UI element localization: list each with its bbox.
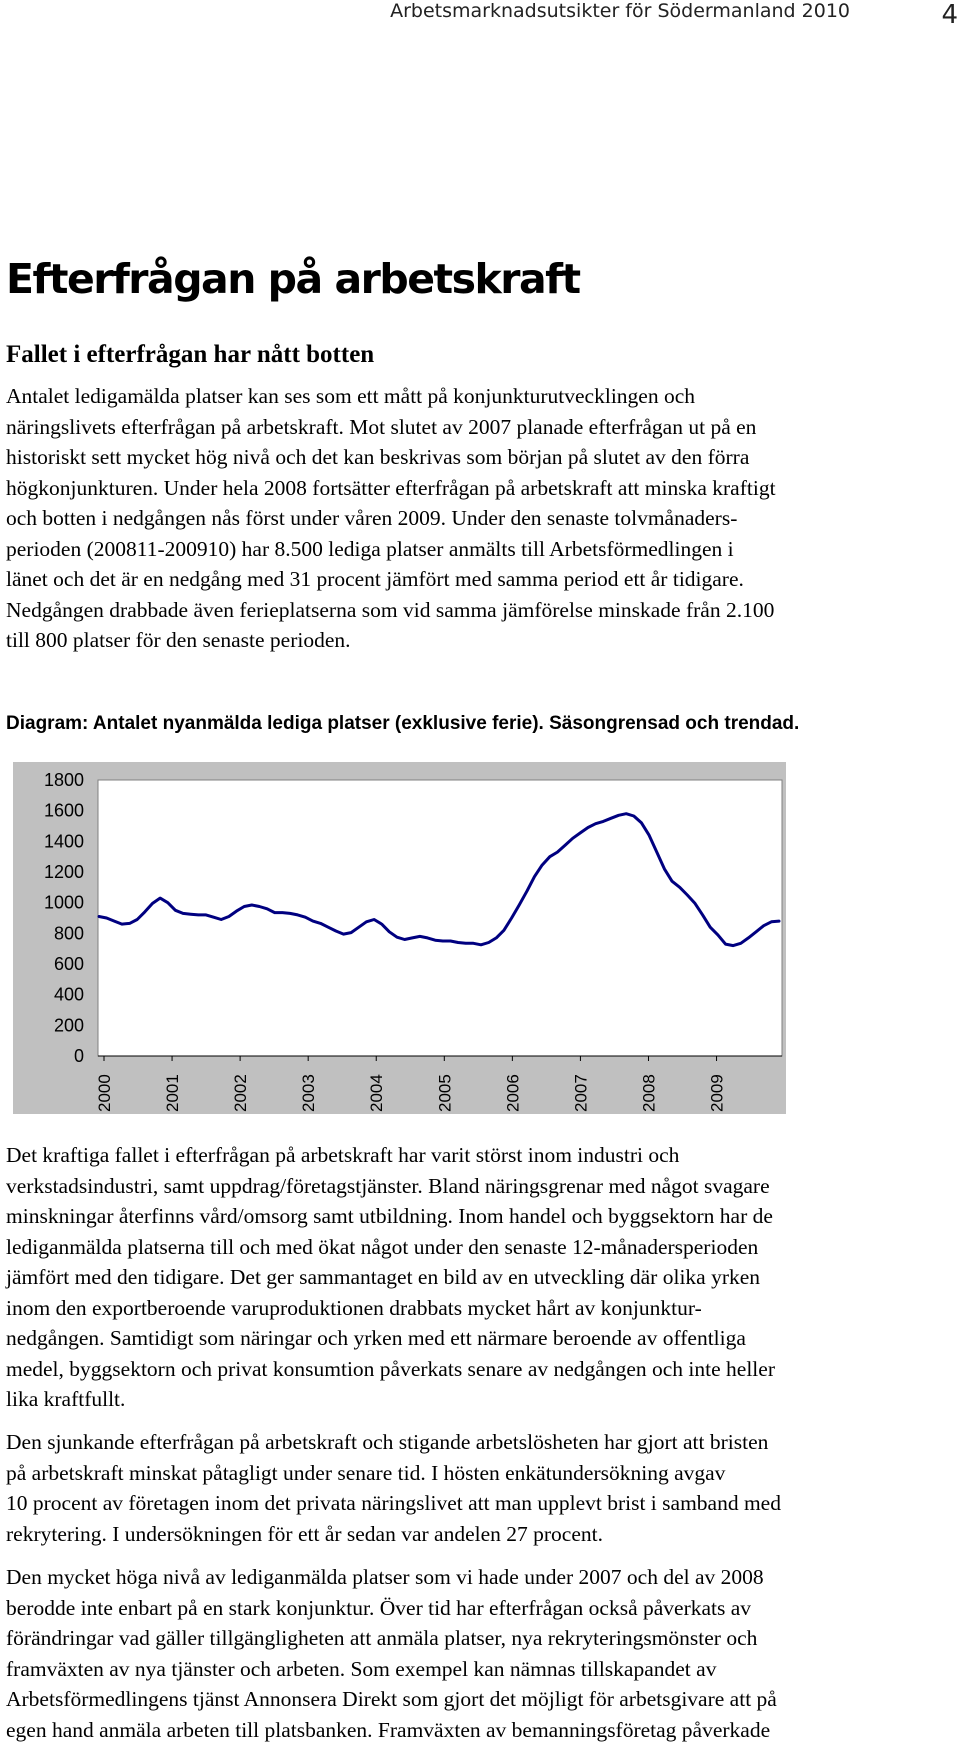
text-line: på arbetskraft minskat påtagligt under senare tid. I hösten enkätundersökning avgav <box>6 1460 726 1485</box>
y-tick-label: 400 <box>53 984 84 1005</box>
text-line: Den mycket höga nivå av lediganmälda platser som vi hade under 2007 och del av 2008 <box>6 1565 764 1589</box>
x-tick-label: 2009 <box>707 1074 727 1112</box>
text-line: verkstadsindustri, samt uppdrag/företagstjänster. Bland näringsgrenar med något svagare <box>6 1173 770 1198</box>
x-tick-label: 2001 <box>163 1074 183 1112</box>
paragraph-intro <box>6 381 956 656</box>
text-line: Nedgången drabbade även ferieplatserna som vid samma jämförelse minskade från 2.100 <box>6 597 775 622</box>
y-tick-label: 200 <box>53 1015 84 1036</box>
plot-area <box>98 780 782 1056</box>
text-line: nedgången. Samtidigt som näringar och yrken med ett närmare beroende av offentliga <box>6 1326 746 1350</box>
x-tick-label: 2005 <box>435 1074 455 1112</box>
section-heading: Efterfrågan på arbetskraft <box>6 255 580 303</box>
subsection-heading: Fallet i efterfrågan har nått botten <box>6 341 375 368</box>
text-line: lediganmälda platserna till och med ökat något under den senaste 12-månadersperioden <box>6 1234 759 1259</box>
y-tick-label: 1800 <box>43 770 84 790</box>
y-tick-label: 800 <box>53 923 84 944</box>
text-line: Antalet ledigamälda platser kan ses som ett mått på konjunkturutvecklingen och <box>6 384 696 408</box>
y-tick-label: 600 <box>53 954 84 974</box>
x-tick-label: 2004 <box>367 1074 387 1112</box>
y-tick-label: 1200 <box>43 862 84 882</box>
y-tick-label: 1600 <box>43 800 84 821</box>
y-tick-label: 1000 <box>43 892 84 913</box>
text-line: 10 procent av företagen inom det privata näringslivet att man upplevt brist i samband med <box>6 1491 781 1515</box>
x-tick-label: 2007 <box>571 1074 591 1112</box>
x-tick-label: 2003 <box>299 1074 319 1112</box>
text-line: historiskt sett mycket hög nivå och det kan beskrivas som början på slutet av den förra <box>6 445 750 469</box>
text-line: näringslivets efterfrågan på arbetskraft. Mot slutet av 2007 planade efterfrågan ut på en <box>6 414 757 439</box>
x-tick-label: 2002 <box>231 1074 251 1112</box>
paragraph-sectors <box>6 1140 956 1415</box>
text-line: perioden (200811-200910) har 8.500 lediga platser anmälts till Arbetsförmedlingen i <box>6 536 734 561</box>
text-line: till 800 platser för den senaste perioden. <box>6 628 351 652</box>
text-line: förändringar vad gäller tillgängligheten att anmäla platser, nya rekryteringsmönster och <box>6 1626 758 1650</box>
running-header: Arbetsmarknadsutsikter för Södermanland 2010 <box>390 0 850 22</box>
text-line: lika kraftfullt. <box>6 1387 126 1411</box>
text-line: länet och det är en nedgång med 31 procent jämfört med samma period ett år tidigare. <box>6 567 744 591</box>
x-tick-label: 2006 <box>503 1074 523 1112</box>
text-line: medel, byggsektorn och privat konsumtion påverkats senare av nedgången och inte heller <box>6 1356 775 1381</box>
text-line: Det kraftiga fallet i efterfrågan på arbetskraft har varit störst inom industri och <box>6 1143 680 1167</box>
text-line: egen hand anmäla arbeten till platsbanken. Framväxten av bemanningsföretag påverkade <box>6 1717 771 1742</box>
paragraph-shortage <box>6 1427 956 1549</box>
text-line: minskningar återfinns vård/omsorg samt utbildning. Inom handel och byggsektorn har de <box>6 1204 773 1228</box>
text-line: jämfört med den tidigare. Det ger sammantaget en bild av en utveckling där olika yrken <box>6 1265 761 1289</box>
chart-caption: Diagram: Antalet nyanmälda lediga platser (exklusive ferie). Säsongrensad och trendad. <box>6 713 800 734</box>
y-tick-label: 0 <box>73 1046 84 1066</box>
x-tick-label: 2000 <box>95 1074 114 1112</box>
chart-container <box>13 762 786 1114</box>
x-tick-label: 2008 <box>639 1074 659 1112</box>
line-chart <box>13 762 786 1114</box>
text-line: Den sjunkande efterfrågan på arbetskraft och stigande arbetslösheten har gjort att bristen <box>6 1430 769 1454</box>
text-line: högkonjunkturen. Under hela 2008 fortsätter efterfrågan på arbetskraft att minska kraftigt <box>6 475 776 500</box>
text-line: rekrytering. I undersökningen för ett år sedan var andelen 27 procent. <box>6 1521 603 1546</box>
text-line: Arbetsförmedlingens tjänst Annonsera Direkt som gjort det möjligt för arbetsgivare att på <box>6 1687 777 1711</box>
text-line: berodde inte enbart på en stark konjunktur. Över tid har efterfrågan också påverkats av <box>6 1595 752 1620</box>
text-line: inom den exportberoende varuproduktionen drabbats mycket hårt av konjunktur- <box>6 1295 702 1320</box>
text-line: och botten i nedgången nås först under våren 2009. Under den senaste tolvmånaders- <box>6 506 738 530</box>
page-number: 4 <box>941 0 958 30</box>
text-line: framväxten av nya tjänster och arbeten. Som exempel kan nämnas tillskapandet av <box>6 1656 717 1681</box>
paragraph-level <box>6 1562 956 1745</box>
y-tick-label: 1400 <box>43 831 84 852</box>
